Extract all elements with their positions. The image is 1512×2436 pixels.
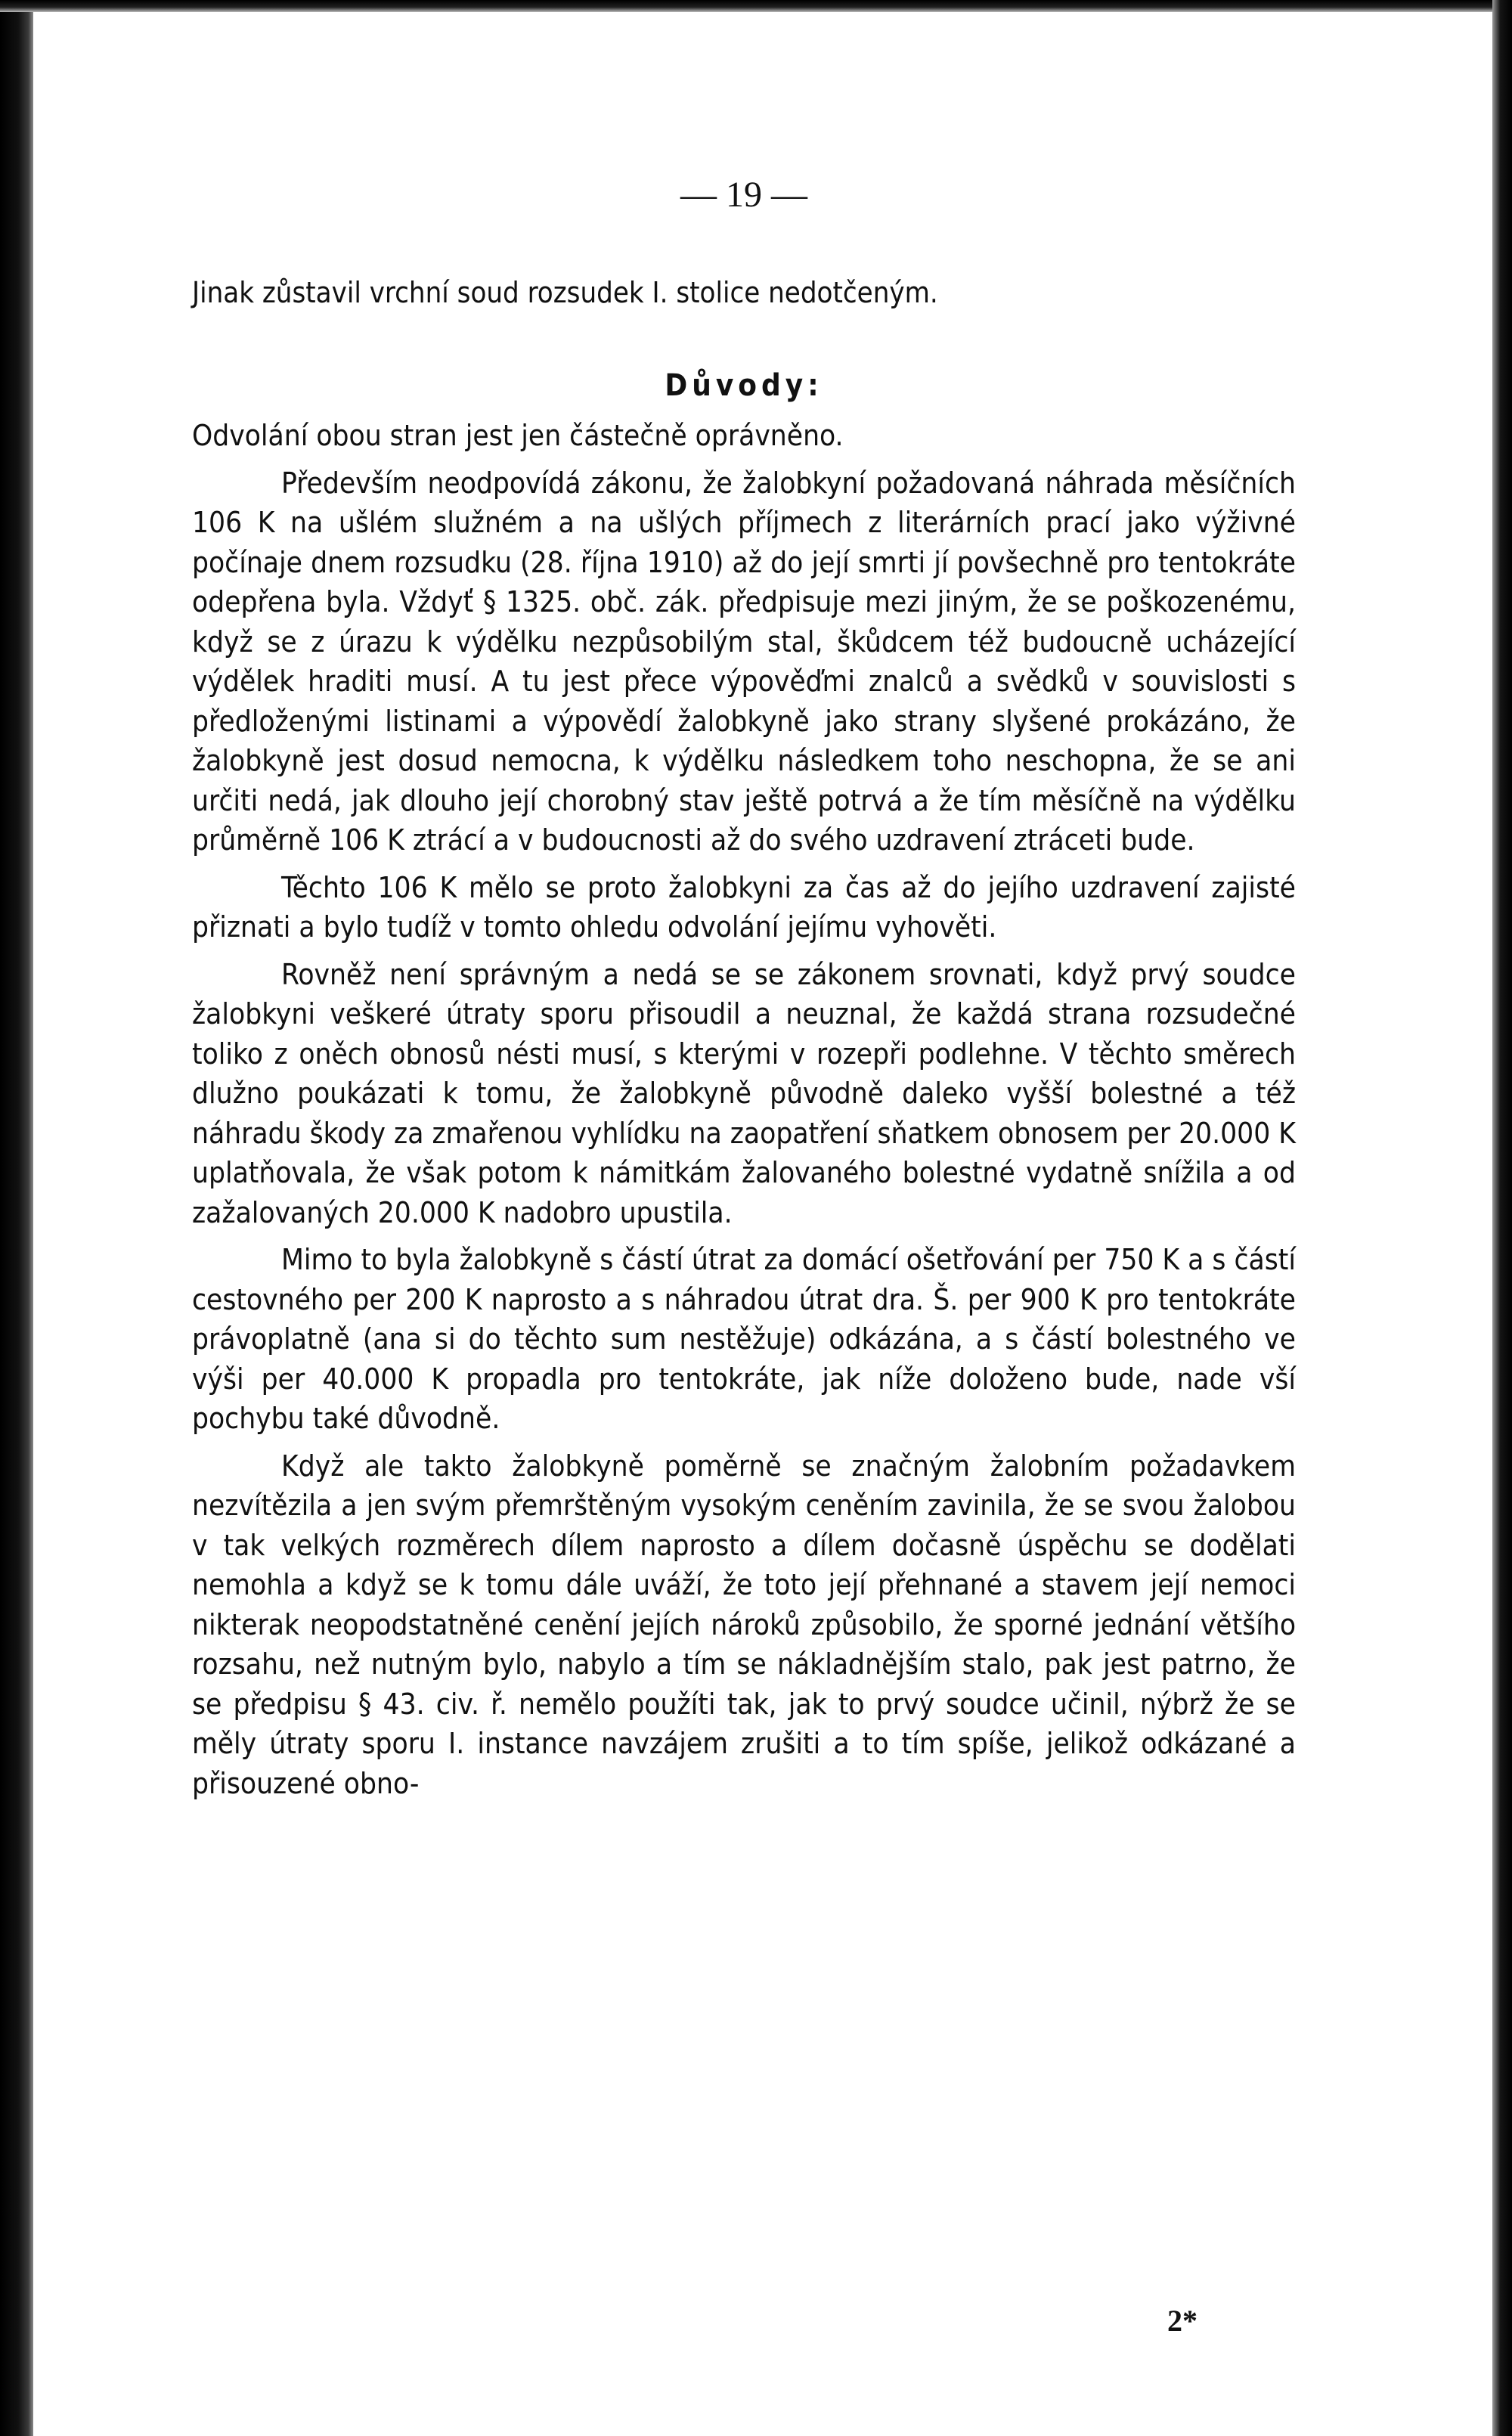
scan-edge-left (0, 0, 33, 2436)
scan-edge-right (1492, 0, 1512, 2436)
intro-sentence: Jinak zůstavil vrchní soud rozsudek I. stolice nedotčeným. (192, 276, 938, 309)
signature-mark: 2* (1167, 2304, 1198, 2338)
paragraph-2: Především neodpovídá zákonu, že žalobkyní požadovaná náhrada měsíčních 106 K na ušlém služném a na ušlých příjmech z literárních prací jako výživné počínaje dnem rozsudku (28. října 1910) až do její smrti jí povšechně pro tentokráte odepřena byla. Vždyť § 1325. obč. zák. předpisuje mezi jiným, že se poškozenému, když se z úrazu k výdělku nezpůsobilým stal, škůdcem též budoucně ucházející výdělek hraditi musí. A tu jest přece výpověďmi znalců a svědků v souvislosti s předloženými listinami a výpovědí žalobkyně jako strany slyšené prokázáno, že žalobkyně jest dosud nemocna, k výdělku následkem toho neschopna, že se ani určiti nedá, jak dlouho její chorobný stav ještě potrvá a že tím měsíčně na výdělku průměrně 106 K ztrácí a v budoucnosti až do svého uzdravení ztráceti bude. (192, 466, 1296, 857)
body-text (192, 417, 1296, 1812)
paragraph-4: Rovněž není správným a nedá se se zákonem srovnati, když prvý soudce žalobkyni veškeré útraty sporu přisoudil a neuznal, že každá strana rozsudečné toliko z oněch obnosů nésti musí, s kterými v rozepři podlehne. V těchto směrech dlužno poukázati k tomu, že žalobkyně původně daleko vyšší bolestné a též náhradu škody za zmařenou vyhlídku na zaopatření sňatkem obnosem per 20.000 K uplatňovala, že však potom k námitkám žalovaného bolestné vydatně snížila a od zažalovaných 20.000 K nadobro upustila. (192, 957, 1296, 1230)
paragraph-6: Když ale takto žalobkyně poměrně se značným žalobním požadavkem nezvítězila a jen svým přemrštěným vysokým ceněním zavinila, že se svou žalobou v tak velkých rozměrech dílem naprosto a dílem dočasně úspěchu se dodělati nemohla a když se k tomu dále uváží, že toto její přehnané a stavem její nemoci nikterak neopodstatněné cenění jejích nároků způsobilo, že sporné jednání většího rozsahu, než nutným bylo, nabylo a tím se nákladnějším stalo, pak jest patrno, že se předpisu § 43. civ. ř. nemělo použíti tak, jak to prvý soudce učinil, nýbrž že se měly útraty sporu I. instance navzájem zrušiti a to tím spíše, jelikož odkázané a přisouzené obno- (192, 1449, 1296, 1801)
page-number: — 19 — (680, 175, 807, 215)
document-page (33, 12, 1492, 2436)
paragraph-5: Mimo to byla žalobkyně s částí útrat za domácí ošetřování per 750 K a s částí cestovného per 200 K naprosto a s náhradou útrat dra. Š. per 900 K pro tentokráte právoplatně (ana si do těchto sum nestěžuje) odkázána, a s částí bolestného ve výši per 40.000 K propadla pro tentokráte, jak níže doloženo bude, nade vší pochybu také důvodně. (192, 1243, 1296, 1436)
paragraph-1: Odvolání obou stran jest jen částečně oprávněno. (192, 419, 844, 453)
scan-edge-top (0, 0, 1512, 12)
paragraph-3: Těchto 106 K mělo se proto žalobkyni za čas až do jejího uzdravení zajisté přiznati a bylo tudíž v tomto ohledu odvolání jejímu vyhověti. (192, 870, 1296, 944)
section-heading: Důvody: (665, 368, 823, 403)
